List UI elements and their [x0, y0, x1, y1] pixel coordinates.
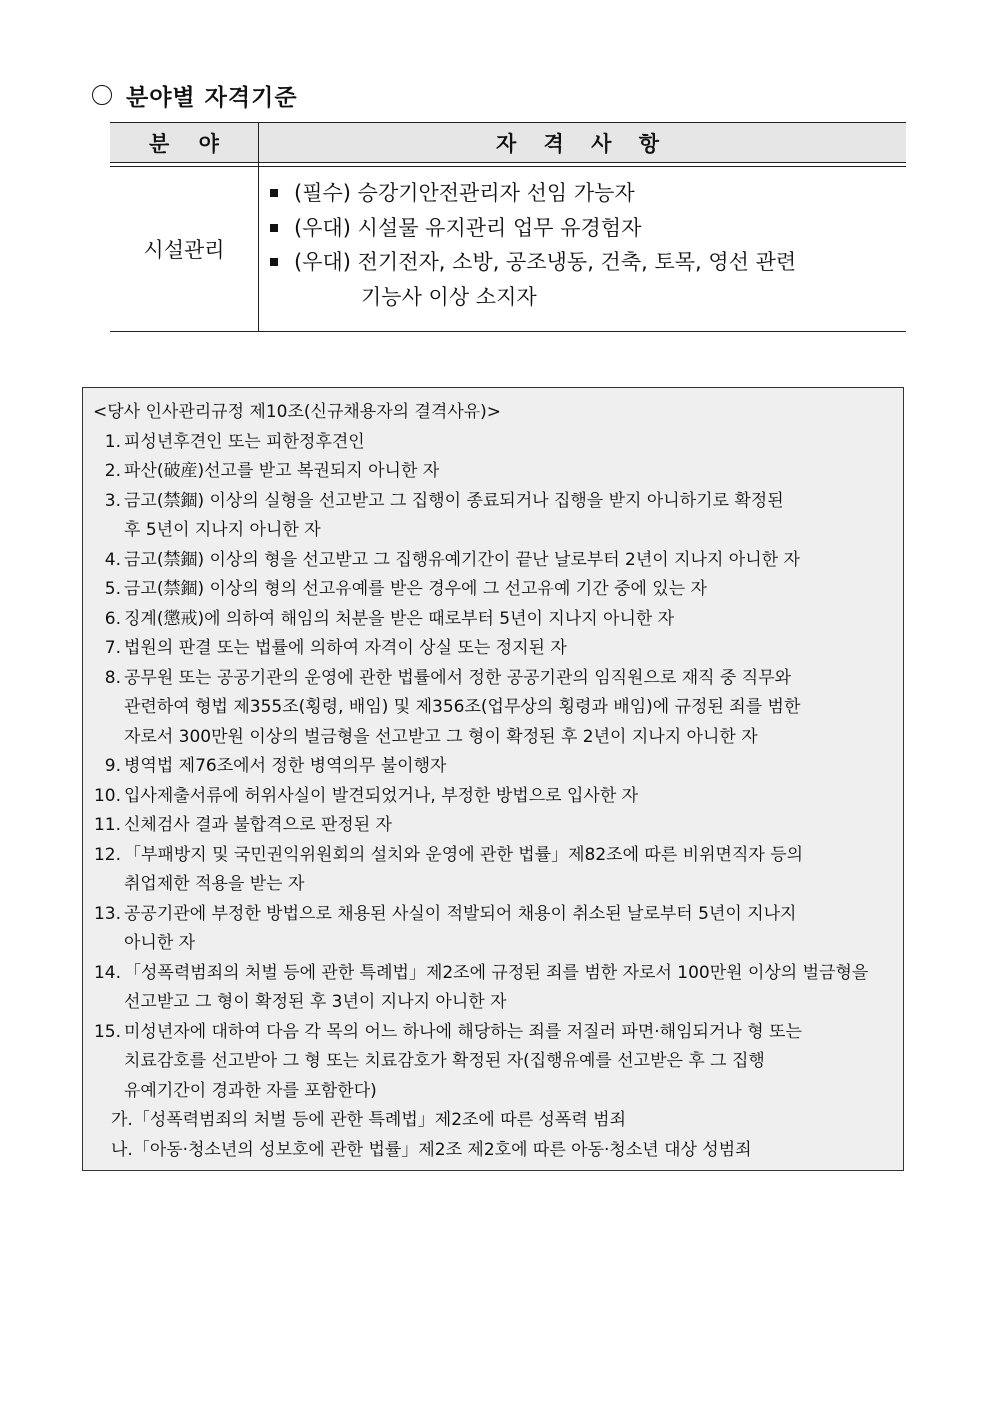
- regulation-item-text: 「부패방지 및 국민권익위원회의 설치와 운영에 관한 법률」제82조에 따른 비위면직자 등의: [124, 844, 804, 865]
- regulation-item: [91, 664, 899, 753]
- qualification-text-continued: 기능사 이상 소지자: [361, 284, 537, 309]
- regulation-item-number: 4.: [104, 549, 121, 570]
- qualification-item: [268, 211, 898, 246]
- regulation-item-text-continued: 자로서 300만원 이상의 벌금형을 선고받고 그 형이 확정된 후 2년이 지나지 아니한 자: [124, 726, 758, 747]
- regulation-item-text: 파산(破産)선고를 받고 복권되지 아니한 자: [124, 461, 440, 481]
- section-title: 분야별 자격기준: [126, 83, 298, 111]
- regulation-item-text: 징계(懲戒)에 의하여 해임의 처분을 받은 때로부터 5년이 지나지 아니한 자: [124, 608, 675, 629]
- regulation-item-number: 15.: [93, 1021, 121, 1042]
- regulation-item-text: 「성폭력범죄의 처벌 등에 관한 특례법」제2조에 규정된 죄를 범한 자로서 100만원 이상의 벌금형을: [124, 962, 869, 983]
- regulation-item: [91, 959, 899, 1018]
- regulation-item-number: 6.: [104, 608, 121, 629]
- regulation-item: [91, 428, 899, 458]
- regulation-item-number: 7.: [104, 638, 121, 658]
- regulation-sub-item: 가.「성폭력범죄의 처벌 등에 관한 특례법」제2조에 따른 성폭력 범죄: [111, 1110, 627, 1130]
- regulation-title: <당사 인사관리규정 제10조(신규채용자의 결격사유)>: [93, 402, 502, 422]
- qualification-item: [268, 245, 898, 314]
- header-field: 분 야: [149, 132, 219, 156]
- header-qualification: 자 격 사 항: [495, 132, 670, 156]
- regulation-item-text: 금고(禁錮) 이상의 형을 선고받고 그 집행유예기간이 끝난 날로부터 2년이 지나지 아니한 자: [124, 549, 800, 570]
- regulation-item: [91, 605, 899, 635]
- circle-bullet-icon: [92, 85, 112, 105]
- qualification-table: [110, 122, 906, 332]
- regulation-item-number: 8.: [104, 667, 121, 688]
- regulation-item-text: 금고(禁錮) 이상의 실형을 선고받고 그 집행이 종료되거나 집행을 받지 아니하기로 확정된: [124, 490, 784, 511]
- qualification-item: [268, 176, 898, 211]
- regulation-item-number: 14.: [93, 962, 121, 983]
- regulation-list: [91, 428, 899, 1166]
- qualification-text: (우대) 시설물 유지관리 업무 유경험자: [294, 215, 642, 240]
- regulation-item-text: 법원의 판결 또는 법률에 의하여 자격이 상실 또는 정지된 자: [124, 638, 567, 658]
- square-bullet-icon: [270, 224, 278, 232]
- regulation-item-number: 2.: [104, 461, 121, 481]
- regulation-item: [91, 811, 899, 841]
- regulation-item: [91, 1018, 899, 1107]
- regulation-item-text: 피성년후견인 또는 피한정후견인: [124, 431, 365, 452]
- regulation-item-text-continued: 유예기간이 경과한 자를 포함한다): [124, 1080, 377, 1101]
- qualification-text: (필수) 승강기안전관리자 선임 가능자: [294, 181, 635, 205]
- regulation-item: [91, 841, 899, 900]
- regulation-box: [82, 387, 904, 1171]
- table-bottom-rule: [110, 331, 906, 332]
- regulation-item-text: 금고(禁錮) 이상의 형의 선고유예를 받은 경우에 그 선고유예 기간 중에 있는 자: [124, 579, 707, 599]
- regulation-item: [91, 900, 899, 959]
- regulation-item-number: 9.: [104, 756, 121, 776]
- regulation-item-text-continued: 아니한 자: [124, 933, 196, 953]
- regulation-item-text-continued: 관련하여 형법 제355조(횡령, 배임) 및 제356조(업무상의 횡령과 배임)에 규정된 죄를 범한: [124, 697, 801, 717]
- regulation-item: [91, 546, 899, 576]
- regulation-item-number: 13.: [93, 903, 121, 924]
- regulation-item-text-continued: 치료감호를 선고받아 그 형 또는 치료감호가 확정된 자(집행유예를 선고받은 후 그 집행: [124, 1051, 765, 1071]
- regulation-item: [91, 752, 899, 782]
- table-header: [110, 122, 906, 162]
- section-heading: [92, 78, 298, 112]
- regulation-item-text-continued: 후 5년이 지나지 아니한 자: [124, 520, 321, 540]
- regulation-item-number: 5.: [104, 579, 121, 599]
- column-divider: [258, 122, 259, 332]
- regulation-item-number: 11.: [93, 815, 121, 835]
- regulation-item-number: 10.: [93, 785, 121, 806]
- qualification-text: (우대) 전기전자, 소방, 공조냉동, 건축, 토목, 영선 관련: [294, 250, 797, 274]
- field-cell: 시설관리: [143, 238, 225, 262]
- regulation-item: [91, 457, 899, 487]
- qualification-list: [268, 176, 898, 314]
- regulation-item: [91, 782, 899, 812]
- regulation-item-text-continued: 취업제한 적용을 받는 자: [124, 874, 305, 894]
- regulation-item-text: 미성년자에 대하여 다음 각 목의 어느 하나에 해당하는 죄를 저질러 파면·해임되거나 형 또는: [124, 1021, 802, 1042]
- regulation-item-number: 3.: [104, 490, 121, 511]
- regulation-item-text: 신체검사 결과 불합격으로 판정된 자: [124, 815, 392, 835]
- square-bullet-icon: [270, 189, 278, 197]
- regulation-sub-item: 나.「아동·청소년의 성보호에 관한 법률」제2조 제2호에 따른 아동·청소년 대상 성범죄: [111, 1139, 752, 1160]
- regulation-item: [91, 487, 899, 546]
- square-bullet-icon: [270, 258, 278, 266]
- regulation-item-number: 12.: [93, 844, 121, 865]
- regulation-item: [91, 575, 899, 605]
- regulation-item: [91, 634, 899, 664]
- regulation-item-text: 공공기관에 부정한 방법으로 채용된 사실이 적발되어 채용이 취소된 날로부터 5년이 지나지: [124, 903, 797, 924]
- regulation-item-text: 공무원 또는 공공기관의 운영에 관한 법률에서 정한 공공기관의 임직원으로 재직 중 직무와: [124, 667, 792, 688]
- regulation-item-text: 입사제출서류에 허위사실이 발견되었거나, 부정한 방법으로 입사한 자: [124, 785, 639, 806]
- regulation-item-number: 1.: [104, 431, 121, 452]
- regulation-item-text: 병역법 제76조에서 정한 병역의무 불이행자: [124, 756, 447, 776]
- regulation-item-text-continued: 선고받고 그 형이 확정된 후 3년이 지나지 아니한 자: [124, 992, 507, 1012]
